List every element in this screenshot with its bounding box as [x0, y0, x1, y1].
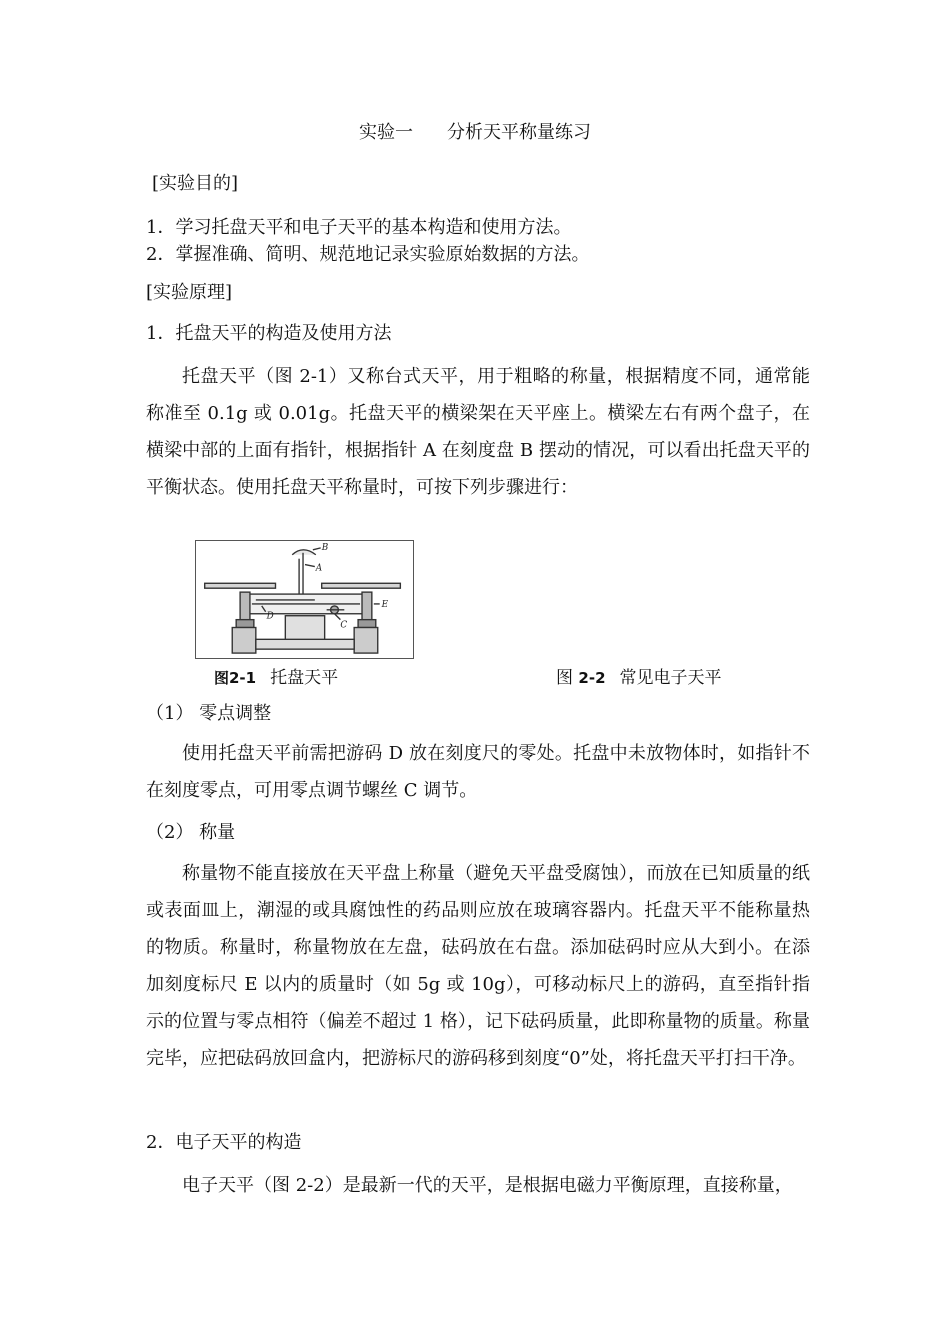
figure-1-caption: [214, 666, 338, 690]
step-1-paragraph: 使用托盘天平前需把游码 D 放在刻度尺的零处。托盘中未放物体时，如指针不在刻度零点，可用零点调节螺丝 C 调节。: [146, 743, 810, 801]
title-experiment-number: 实验一: [359, 122, 413, 143]
purpose-item-2: 2．掌握准确、简明、规范地记录实验原始数据的方法。: [146, 244, 590, 265]
step-2-paragraph: 称量物不能直接放在天平盘上称量（避免天平盘受腐蚀），而放在已知质量的纸或表面皿上，潮湿的或具腐蚀性的药品则应放在玻璃容器内。托盘天平不能称量热的物质。称量时，称量物放在左盘，砝码放在右盘。添加砝码时应从大到小。在添加刻度标尺 E 以内的质量时（如 5g 或 10g），可移动标尺上的游码，直至指针指示的位置与零点相符（偏差不超过 1 格），记下砝码质量，此即称量物的质量。称量完毕，应把砝码放回盒内，把游标尺的游码移到刻度“0”处，将托盘天平打扫干净。: [146, 863, 810, 1069]
page-title: [0, 121, 950, 145]
section-2-paragraph: 电子天平（图 2-2）是最新一代的天平，是根据电磁力平衡原理，直接称量，: [182, 1175, 793, 1196]
figure-2-number: 2-2: [578, 669, 606, 687]
label-c: C: [340, 620, 348, 631]
section-1-paragraph: 托盘天平（图 2-1）又称台式天平，用于粗略的称量，根据精度不同，通常能称准至 0.1g 或 0.01g。托盘天平的横梁架在天平座上。横梁左右有两个盘子，在横梁中部的上面有指针，根据指针 A 在刻度盘 B 摆动的情况，可以看出托盘天平的平衡状态。使用托盘天平称量时，可按下列步骤进行：: [146, 366, 810, 498]
title-experiment-name: 分析天平称量练习: [447, 122, 591, 143]
label-a: A: [315, 563, 323, 574]
figure-2-prefix: 图: [556, 668, 579, 688]
figure-1-number: 图2-1: [214, 669, 257, 687]
label-b: B: [321, 542, 329, 553]
section-1-heading: 1．托盘天平的构造及使用方法: [146, 323, 392, 344]
label-d: D: [266, 611, 274, 622]
figure-tray-balance: [195, 540, 414, 659]
figure-1-title: 托盘天平: [270, 668, 339, 688]
step-1-heading: （1） 零点调整: [146, 703, 272, 724]
section-2-heading: 2．电子天平的构造: [146, 1132, 302, 1153]
tray-balance-illustration: [196, 541, 413, 658]
label-e: E: [381, 599, 389, 610]
purpose-heading: [实验目的]: [152, 173, 239, 194]
figure-2-title: 常见电子天平: [619, 668, 722, 688]
figure-2-caption: [556, 666, 722, 690]
principle-heading: [实验原理]: [146, 282, 233, 303]
purpose-item-1: 1．学习托盘天平和电子天平的基本构造和使用方法。: [146, 217, 572, 238]
step-2-heading: （2） 称量: [146, 822, 236, 843]
